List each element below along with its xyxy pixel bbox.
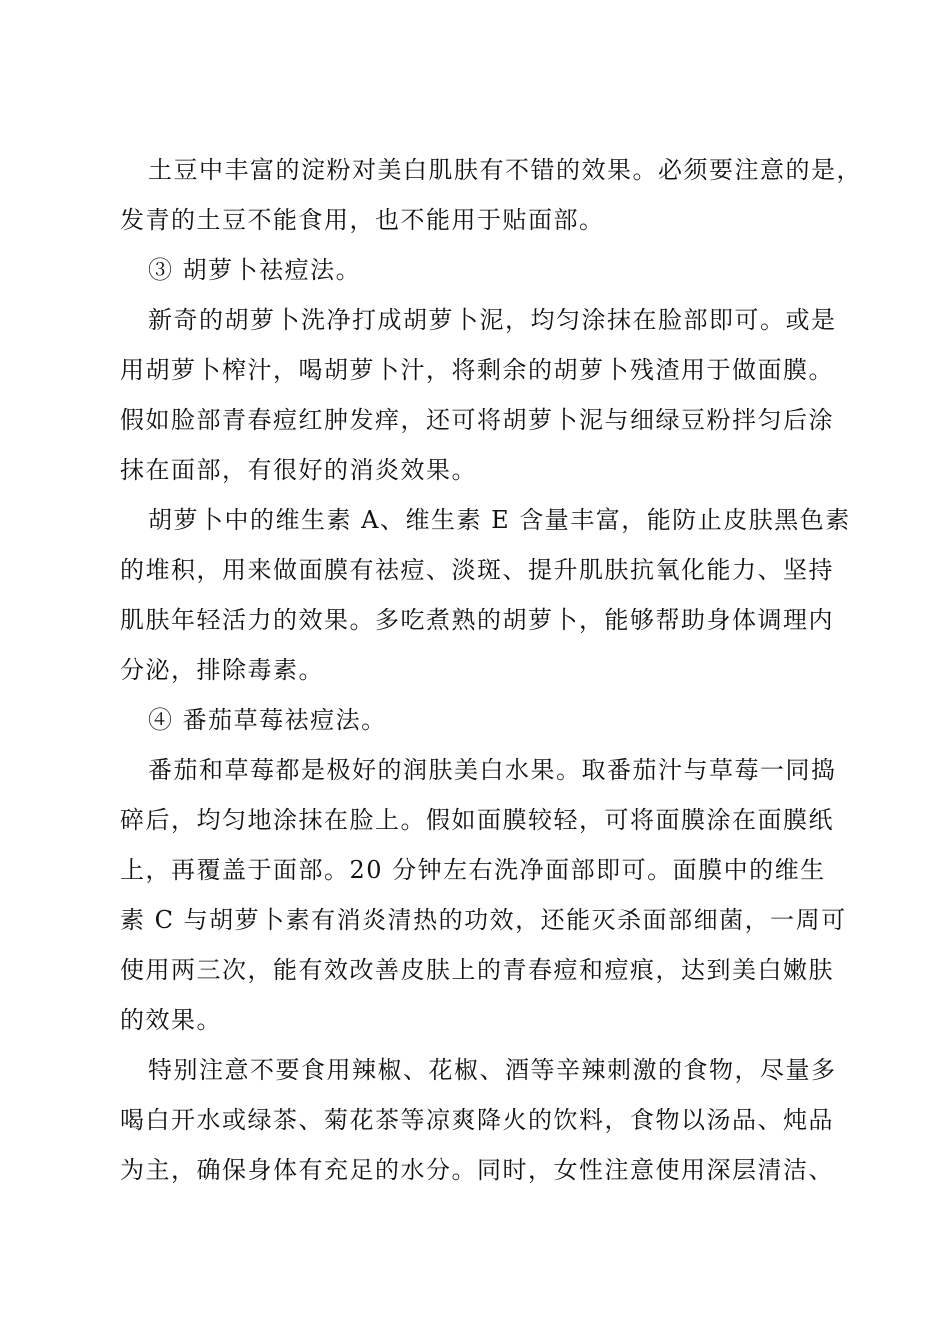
text-line: 碎后，均匀地涂抹在脸上。假如面膜较轻，可将面膜涂在面膜纸 — [120, 806, 834, 834]
text-line: 素 C 与胡萝卜素有消炎清热的功效，还能灭杀面部细菌，一周可 — [120, 906, 847, 934]
paragraph-tomato-strawberry — [120, 745, 847, 1045]
text-line: 为主，确保身体有充足的水分。同时，女性注意使用深层清洁、 — [120, 1156, 834, 1184]
text-line: 发青的土豆不能食用，也不能用于贴面部。 — [120, 206, 605, 234]
text-line: 分泌，排除毒素。 — [120, 656, 324, 684]
text-line: 胡萝卜中的维生素 A、维生素 E 含量丰富，能防止皮肤黑色素 — [148, 506, 851, 534]
text-line: 新奇的胡萝卜洗净打成胡萝卜泥，均匀涂抹在脸部即可。或是 — [148, 306, 837, 334]
text-line: 抹在面部，有很好的消炎效果。 — [120, 456, 477, 484]
text-line: 用胡萝卜榨汁，喝胡萝卜汁，将剩余的胡萝卜残渣用于做面膜。 — [120, 356, 834, 384]
text-line: 特别注意不要食用辣椒、花椒、酒等辛辣刺激的食物，尽量多 — [148, 1056, 837, 1084]
text-line: 喝白开水或绿茶、菊花茶等凉爽降火的饮料，食物以汤品、炖品 — [120, 1106, 834, 1134]
paragraph-potato-starch — [120, 145, 862, 245]
section-heading: ③ 胡萝卜祛痘法。 — [148, 256, 362, 284]
text-line: 上，再覆盖于面部。20 分钟左右洗净面部即可。面膜中的维生 — [120, 856, 826, 884]
section-heading: ④ 番茄草莓祛痘法。 — [148, 706, 387, 734]
text-line: 番茄和草莓都是极好的润肤美白水果。取番茄汁与草莓一同捣 — [148, 756, 837, 784]
paragraph-carrot-vitamins — [120, 495, 851, 695]
text-line: 土豆中丰富的淀粉对美白肌肤有不错的效果。必须要注意的是， — [148, 156, 862, 184]
text-line: 使用两三次，能有效改善皮肤上的青春痘和痘痕，达到美白嫩肤 — [120, 956, 834, 984]
heading-tomato-strawberry-method — [120, 695, 840, 745]
text-line: 假如脸部青春痘红肿发痒，还可将胡萝卜泥与细绿豆粉拌匀后涂 — [120, 406, 834, 434]
document-body — [120, 145, 862, 1195]
text-line: 的堆积，用来做面膜有祛痘、淡斑、提升肌肤抗氧化能力、坚持 — [120, 556, 834, 584]
paragraph-diet-advice — [120, 1045, 840, 1195]
text-line: 肌肤年轻活力的效果。多吃煮熟的胡萝卜，能够帮助身体调理内 — [120, 606, 834, 634]
heading-carrot-method — [120, 245, 840, 295]
paragraph-carrot-mask — [120, 295, 840, 495]
text-line: 的效果。 — [120, 1006, 222, 1034]
